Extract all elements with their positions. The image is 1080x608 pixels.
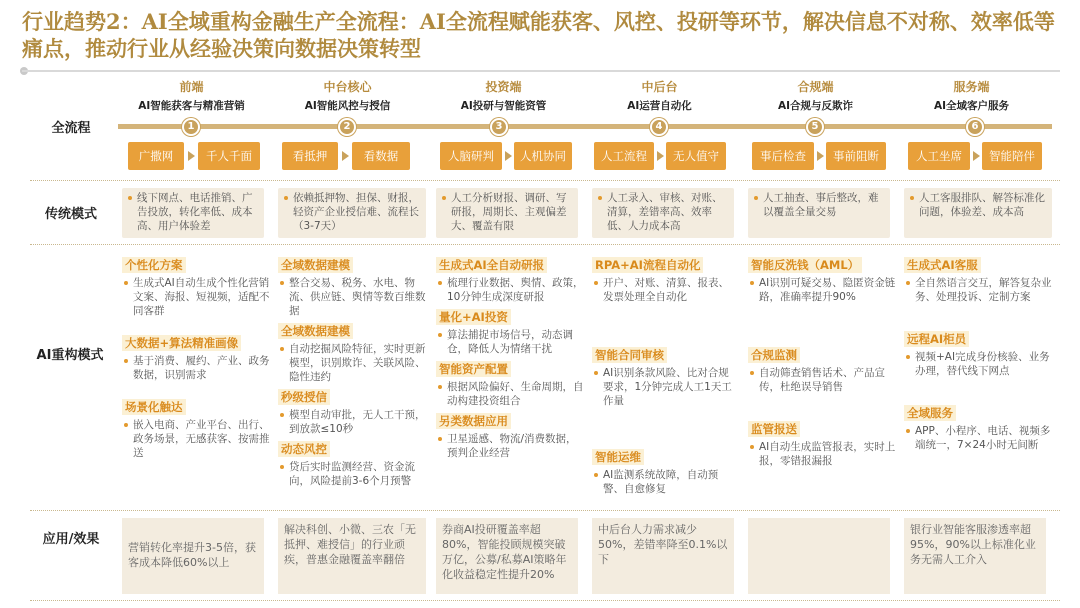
row-label-effect: 应用/效果 — [42, 531, 100, 547]
traditional-box — [122, 188, 264, 238]
ai-item-text: AI监测系统故障，自动预警、自愈修复 — [592, 468, 738, 496]
ai-item-text: 梳理行业数据、舆情、政策，10分钟生成深度研报 — [436, 276, 584, 304]
column-name: 前端 — [179, 80, 204, 94]
ai-item-heading: 智能反洗钱（AML） — [748, 257, 862, 273]
row-label-ai: AI重构模式 — [36, 347, 104, 363]
effect-box — [278, 518, 426, 594]
tag-old: 人工流程 — [594, 142, 654, 170]
ai-item-text: 嵌入电商、产业平台、出行、政务场景，无感获客、按需推送 — [122, 418, 270, 460]
row-label-traditional: 传统模式 — [44, 206, 97, 222]
traditional-text: 线下网点、电话推销、广告投放，转化率低、成本高、用户体验差 — [126, 191, 260, 233]
tag-new: 无人值守 — [666, 142, 726, 170]
ai-item-heading: 个性化方案 — [122, 257, 186, 273]
arrow-icon — [188, 151, 195, 161]
tag-new: 智能陪伴 — [982, 142, 1042, 170]
ai-item-heading: 大数据+算法精准画像 — [122, 335, 241, 351]
arrow-icon — [505, 151, 512, 161]
column-name: 中后台 — [641, 80, 678, 94]
traditional-text: 人工分析财报、调研、写研报，周期长、主观偏差大、覆盖有限 — [440, 191, 574, 233]
step-badge: 5 — [806, 118, 824, 136]
traditional-box — [592, 188, 734, 238]
ai-item-text: 自动挖掘风险特征，实时更新模型，识别欺诈、关联风险、隐性违约 — [278, 342, 428, 384]
traditional-text: 依赖抵押物、担保、财报，轻资产企业授信难、流程长（3-7天） — [282, 191, 422, 233]
column-name: 合规端 — [797, 80, 834, 94]
ai-item-heading: 远程AI柜员 — [904, 331, 969, 347]
ai-item-heading: RPA+AI流程自动化 — [592, 257, 703, 273]
arrow-icon — [817, 151, 824, 161]
step-badge: 4 — [650, 118, 668, 136]
tag-new: 事前阻断 — [826, 142, 886, 170]
column-subtitle: AI运营自动化 — [627, 100, 692, 112]
column-subtitle: AI合规与反欺诈 — [777, 100, 854, 112]
tag-old: 人脑研判 — [440, 142, 502, 170]
ai-item-heading: 秒级授信 — [278, 389, 330, 405]
ai-item-text: 全自然语言交互，解答复杂业务、处理投诉、定制方案 — [904, 276, 1054, 304]
tag-old: 看抵押 — [282, 142, 338, 170]
ai-item-heading: 智能合同审核 — [592, 347, 667, 363]
step-badge: 2 — [338, 118, 356, 136]
ai-item-heading: 监管报送 — [748, 421, 800, 437]
ai-item-text: 开户、对账、清算、报表、发票处理全自动化 — [592, 276, 738, 304]
column-name: 投资端 — [485, 80, 522, 94]
traditional-box — [436, 188, 578, 238]
row-divider — [30, 244, 1060, 245]
tag-old: 事后检查 — [752, 142, 814, 170]
ai-item-heading: 全域数据建模 — [278, 323, 353, 339]
ai-item-heading: 全域数据建模 — [278, 257, 353, 273]
page-title: 行业趋势2：AI全域重构金融生产全流程：AI全流程赋能获客、风控、投研等环节，解决信息不对称、效率低等痛点，推动行业从经验决策向数据决策转型 — [22, 9, 1055, 61]
tag-new: 人机协同 — [514, 142, 572, 170]
top-divider — [22, 70, 1060, 72]
ai-item-heading: 生成式AI客服 — [904, 257, 981, 273]
ai-item-text: AI识别条款风险、比对合规要求，1分钟完成人工1天工作量 — [592, 366, 738, 408]
ai-item-text: 整合交易、税务、水电、物流、供应链、舆情等数百维数据 — [278, 276, 428, 318]
ai-item-heading: 另类数据应用 — [436, 413, 511, 429]
tag-new: 看数据 — [352, 142, 410, 170]
effect-text: 券商AI投研覆盖率超80%，智能投顾规模突破万亿，公募/私募AI策略年化收益稳定性提升20% — [442, 523, 567, 581]
effect-box — [122, 518, 264, 594]
effect-text: 中后台人力需求减少50%，差错率降至0.1%以下 — [598, 523, 728, 566]
arrow-icon — [342, 151, 349, 161]
column-subtitle: AI投研与智能资管 — [460, 100, 547, 112]
column-subtitle: AI全域客户服务 — [933, 100, 1010, 112]
traditional-box — [748, 188, 890, 238]
ai-item-text: 自动筛查销售话术、产品宣传，杜绝误导销售 — [748, 366, 896, 394]
ai-item-text: 视频+AI完成身份核验、业务办理，替代线下网点 — [904, 350, 1054, 378]
ai-item-heading: 生成式AI全自动研报 — [436, 257, 547, 273]
row-divider — [30, 180, 1060, 181]
ai-item-heading: 量化+AI投资 — [436, 309, 511, 325]
ai-item-text: 贷后实时监测经营、资金流向，风险提前3-6个月预警 — [278, 460, 428, 488]
row-divider — [30, 510, 1060, 511]
process-timeline — [118, 124, 1052, 129]
ai-cell — [592, 254, 738, 496]
traditional-text: 人工客服排队、解答标准化问题，体验差、成本高 — [908, 191, 1048, 219]
effect-box — [592, 518, 734, 594]
effect-text: 银行业智能客服渗透率超95%，90%以上标准化业务无需人工介入 — [910, 523, 1036, 566]
column-name: 中台核心 — [323, 80, 372, 94]
row-label-process: 全流程 — [51, 120, 91, 136]
ai-item-text: 模型自动审批，无人工干预，到放款≤10秒 — [278, 408, 428, 436]
step-badge: 6 — [966, 118, 984, 136]
ai-item-heading: 智能资产配置 — [436, 361, 511, 377]
row-divider — [30, 600, 1060, 601]
ai-item-text: 算法捕捉市场信号，动态调仓，降低人为情绪干扰 — [436, 328, 584, 356]
effect-box — [436, 518, 578, 594]
ai-item-text: 根据风险偏好、生命周期，自动构建投资组合 — [436, 380, 584, 408]
traditional-box — [278, 188, 426, 238]
effect-box-empty — [748, 518, 890, 594]
ai-item-text: AI自动生成监管报表，实时上报，零错报漏报 — [748, 440, 896, 468]
ai-cell — [278, 254, 428, 488]
ai-item-heading: 场景化触达 — [122, 399, 186, 415]
tag-old: 广撒网 — [128, 142, 184, 170]
traditional-text: 人工录入、审核、对账、清算，差错率高、效率低、人力成本高 — [596, 191, 730, 233]
column-name: 服务端 — [953, 80, 990, 94]
ai-cell — [904, 254, 1054, 452]
ai-item-heading: 动态风控 — [278, 441, 330, 457]
ai-item-text: APP、小程序、电话、视频多端统一，7×24小时无间断 — [904, 424, 1054, 452]
tag-old: 人工坐席 — [908, 142, 970, 170]
ai-cell — [436, 254, 584, 460]
arrow-icon — [973, 151, 980, 161]
step-badge: 1 — [182, 118, 200, 136]
ai-item-text: AI识别可疑交易、隐匿资金链路，准确率提升90% — [748, 276, 896, 304]
ai-item-text: 基于消费、履约、产业、政务数据，识别需求 — [122, 354, 270, 382]
arrow-icon — [657, 151, 664, 161]
ai-item-text: 生成式AI自动生成个性化营销文案、海报、短视频，适配不同客群 — [122, 276, 270, 318]
ai-item-heading: 全域服务 — [904, 405, 956, 421]
column-subtitle: AI智能风控与授信 — [304, 100, 391, 112]
tag-new: 千人千面 — [198, 142, 260, 170]
ai-item-text: 卫星遥感、物流/消费数据，预判企业经营 — [436, 432, 584, 460]
traditional-box — [904, 188, 1052, 238]
ai-item-heading: 智能运维 — [592, 449, 644, 465]
traditional-text: 人工抽查、事后整改，难以覆盖全量交易 — [752, 191, 886, 219]
ai-item-heading: 合规监测 — [748, 347, 800, 363]
ai-cell — [122, 254, 270, 460]
step-badge: 3 — [490, 118, 508, 136]
column-subtitle: AI智能获客与精准营销 — [138, 100, 245, 112]
ai-cell — [748, 254, 896, 468]
effect-text: 解决科创、小微、三农「无抵押、难授信」的行业顽疾，普惠金融覆盖率翻倍 — [284, 523, 416, 566]
effect-box — [904, 518, 1046, 594]
effect-text: 营销转化率提升3-5倍，获客成本降低60%以上 — [128, 541, 256, 569]
